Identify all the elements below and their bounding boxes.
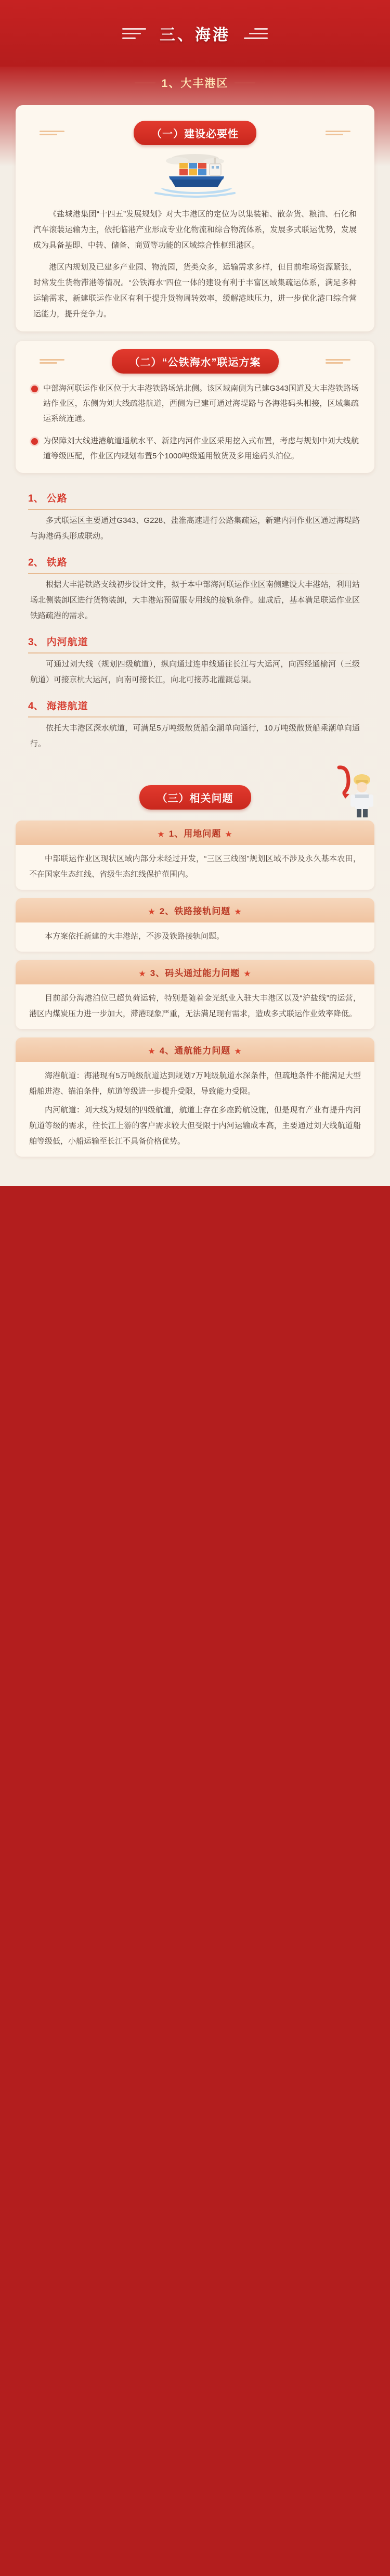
subtitle-text: 1、大丰港区 bbox=[133, 72, 258, 94]
numbered-item-title: 海港航道 bbox=[46, 701, 88, 712]
heading-wing-left-icon bbox=[40, 359, 64, 364]
bullet-dot-icon bbox=[31, 438, 38, 445]
issue-card-body: 本方案依托新建的大丰港站，不涉及铁路接轨问题。 bbox=[45, 932, 225, 941]
section-card-plan bbox=[16, 341, 374, 473]
numbered-item-railway bbox=[16, 549, 374, 629]
issue-card-body: 中部联运作业区现状区域内部分未经过开发，“三区三线图”规划区域不涉及永久基本农田，不在国家生态红线、省级生态红线保护范围内。 bbox=[29, 854, 361, 879]
issue-card-body: 内河航道：刘大线为规划的四级航道，航道上存在多座跨航设施，但是现有产业有提升内河航道等级的需求，往长江上游的客户需求较大但受限于内河运输成本高，主要通过刘大线航道船舶等级低，小船运输至长江不具备价格优势。 bbox=[29, 1106, 361, 1146]
header-lines-right-icon bbox=[244, 28, 268, 39]
numbered-item-body: 根据大丰港铁路支线初步设计文件，拟于本中部海河联运作业区南侧建设大丰港站，利用站场北侧装卸区进行货物装卸，大丰港站预留服专用线的接轨条件。建成后，基本满足联运作业区铁路疏港的需求。 bbox=[30, 580, 360, 620]
numbered-item-header bbox=[16, 549, 374, 570]
paragraph: 港区内规划及已建多产业园、物流园，货类众多，运输需求多样，但目前堆场资源紧张，时常发生货物滞港等情况。“公铁海水”四位一体的建设有利于丰富区域集疏运体系，满足多种运输需求，新建联运作业区有利于提升货物周转效率，缓解港地压力，进一步优化港口综合营运能力，提升竞争力。 bbox=[33, 263, 357, 318]
star-icon: ★ bbox=[148, 907, 155, 916]
list-item-text: 为保障刘大线进港航道通航水平、新建内河作业区采用挖入式布置，考虑与规划中刘大线航道等级匹配，作业区内规划布置5个1000吨级通用散货及多用途码头泊位。 bbox=[43, 437, 359, 460]
numbered-item-body: 可通过刘大线（规划四级航道），纵向通过连申线通往长江与大运河，向西经通榆河（三级航道）可接京杭大运河，向南可接长江，向北可接苏北灌溉总渠。 bbox=[30, 660, 360, 684]
numbered-item-title: 公路 bbox=[46, 493, 68, 504]
star-icon: ★ bbox=[158, 830, 165, 838]
section-card-necessity bbox=[16, 105, 374, 331]
issue-card-body: 海港航道：海港现有5万吨级航道达到规划7万吨级航道水深条件，但疏地条件不能满足大型船舶进港、锚泊条件，航道等级进一步提升受限，导致能力受限。 bbox=[29, 1071, 361, 1096]
subtitle-banner bbox=[0, 70, 390, 105]
issue-card-title bbox=[16, 898, 374, 922]
numbered-item-title: 铁路 bbox=[46, 557, 68, 568]
star-icon: ★ bbox=[244, 969, 251, 978]
numbered-item-title: 内河航道 bbox=[46, 637, 88, 648]
page-header bbox=[0, 0, 390, 67]
cargo-ship-icon bbox=[148, 150, 242, 198]
issue-card-land-use bbox=[16, 821, 374, 890]
paragraph: 《盐城港集团“十四五”发展规划》对大丰港区的定位为以集装箱、散杂货、粮油、石化和汽车滚装运输为主，依托临港产业形成专业化物流和综合物流体系，发展多式联运优势，发展成为具备基即、中转、储备、商贸等功能的区域综合性枢纽港区。 bbox=[33, 210, 357, 250]
numbered-item-sea-channel bbox=[16, 693, 374, 757]
mascot-worker-icon bbox=[330, 764, 378, 818]
issue-title-text: 2、铁路接轨问题 bbox=[159, 906, 231, 916]
star-icon: ★ bbox=[235, 1047, 242, 1055]
star-icon: ★ bbox=[235, 907, 242, 916]
issue-card-terminal-capacity bbox=[16, 960, 374, 1029]
page-title: 三、海港 bbox=[160, 27, 230, 44]
star-icon: ★ bbox=[139, 969, 146, 978]
issue-title-text: 3、码头通过能力问题 bbox=[150, 968, 240, 978]
page-root bbox=[0, 0, 390, 1186]
numbered-item-header bbox=[16, 629, 374, 649]
issue-card-title bbox=[16, 821, 374, 845]
issue-card-railway-connection bbox=[16, 898, 374, 952]
numbered-item-header bbox=[16, 693, 374, 713]
list-item bbox=[16, 433, 374, 464]
list-item bbox=[16, 381, 374, 426]
section-heading-label: （二）“公铁海水”联运方案 bbox=[112, 349, 279, 374]
issue-card-navigation-capacity bbox=[16, 1037, 374, 1157]
numbered-section bbox=[16, 482, 374, 758]
heading-wing-left-icon bbox=[40, 131, 64, 136]
issue-card-title bbox=[16, 1037, 374, 1062]
star-icon: ★ bbox=[225, 830, 232, 838]
numbered-item-body: 多式联运区主要通过G343、G228、盐淮高速进行公路集疏运，新建内河作业区通过海堤路与海港码头形成联动。 bbox=[30, 516, 360, 541]
numbered-item-number: 3、 bbox=[28, 637, 44, 648]
numbered-item-number: 1、 bbox=[28, 493, 44, 504]
heading-wing-right-icon bbox=[326, 131, 350, 136]
numbered-item-number: 4、 bbox=[28, 701, 44, 712]
star-icon: ★ bbox=[148, 1047, 155, 1055]
issue-card-title bbox=[16, 960, 374, 984]
section-heading-label: （三）相关问题 bbox=[139, 785, 251, 810]
list-item-text: 中部海河联运作业区位于大丰港铁路场站北侧。该区域南侧为已建G343国道及大丰港铁路场站作业区，东侧为刘大线疏港航道，西侧为已建可通过海堤路与各海港码头相接，区域集疏运系统连通。 bbox=[43, 384, 359, 423]
numbered-item-inland-waterway bbox=[16, 629, 374, 693]
heading-wing-right-icon bbox=[326, 359, 350, 364]
header-lines-left-icon bbox=[122, 28, 146, 39]
issue-card-body: 目前部分海港泊位已超负荷运转，特别是随着金光纸业入驻大丰港区以及“沪盐线”的运营，港区内煤炭压力进一步加大，滞港现象严重，无法满足现有需求，造成多式联运作业效率降低。 bbox=[29, 994, 361, 1018]
issue-title-text: 1、用地问题 bbox=[168, 829, 222, 839]
numbered-item-number: 2、 bbox=[28, 557, 44, 568]
section-heading-issues-wrap bbox=[0, 767, 390, 817]
numbered-item-road bbox=[16, 485, 374, 549]
section-heading-plan bbox=[16, 349, 374, 374]
numbered-item-header bbox=[16, 485, 374, 506]
section-heading-label: （一）建设必要性 bbox=[134, 121, 256, 145]
issue-title-text: 4、通航能力问题 bbox=[159, 1046, 231, 1056]
numbered-item-body: 依托大丰港区深水航道，可满足5万吨级散货船全潮单向通行，10万吨级散货船乘潮单向通行。 bbox=[30, 724, 360, 748]
ship-illustration bbox=[16, 150, 374, 198]
section-heading-necessity bbox=[16, 121, 374, 145]
bullet-dot-icon bbox=[31, 386, 38, 392]
